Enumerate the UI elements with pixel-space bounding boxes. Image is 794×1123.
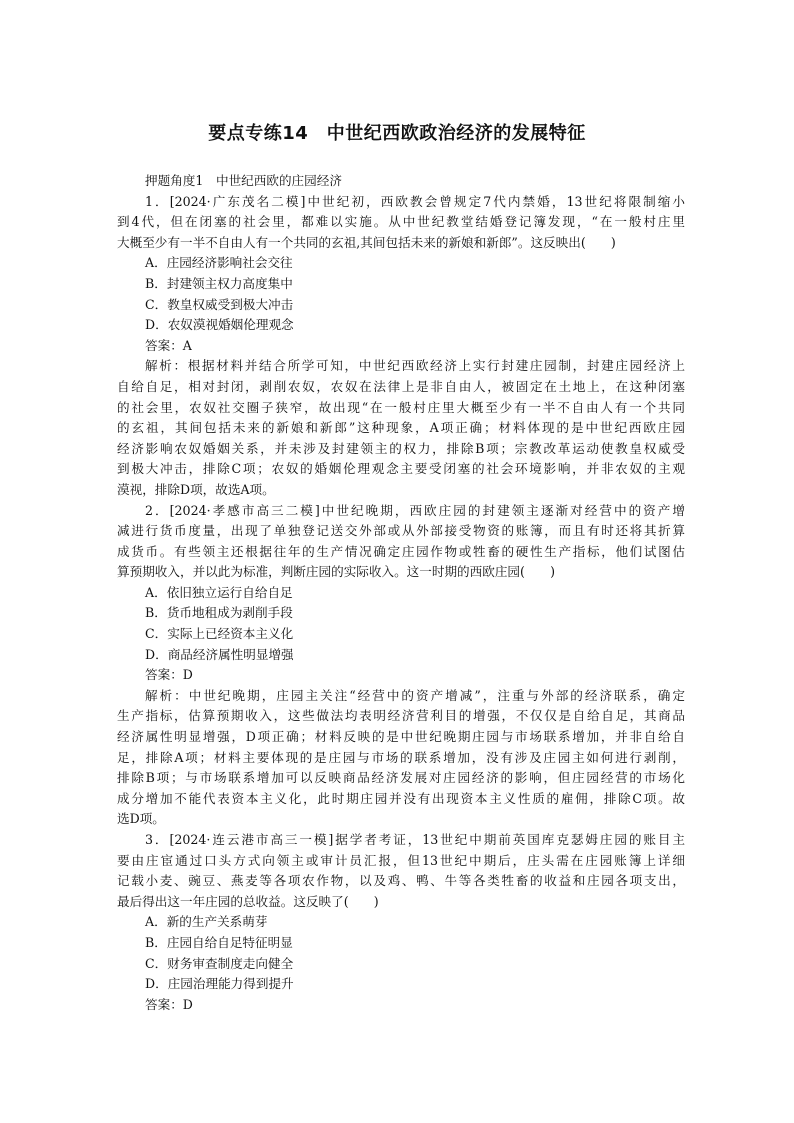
question-2	[117, 501, 685, 831]
analysis-line: 漠视，排除D项，故选A项。	[117, 481, 275, 497]
option-d: D．农奴漠视婚姻伦理观念	[145, 317, 294, 333]
analysis-line: 足，排除A项；材料主要体现的是庄园与市场的联系增加，没有涉及庄园主如何进行剥削，	[117, 749, 685, 765]
analysis-line: 排除B项；与市场联系增加可以反映商品经济发展对庄园经济的影响，但庄园经营的市场化	[117, 770, 685, 786]
analysis-line: 选D项。	[117, 811, 165, 827]
analysis-line: 的社会里，农奴社交圈子狭窄，故出现“在一般村庄里大概至少有一半不自由人有一个共同	[117, 399, 685, 415]
question-1	[117, 192, 685, 501]
option-a: A．新的生产关系萌芽	[145, 914, 268, 930]
answer: 答案：A	[145, 337, 192, 353]
option-c: C．教皇权威受到极大冲击	[145, 296, 294, 312]
analysis-line: 生产指标，估算预期收入，这些做法均表明经济营利目的增强，不仅仅是自给自足，其商品	[117, 708, 685, 724]
analysis-line: 经济属性明显增强，D项正确；材料反映的是中世纪晚期庄园与市场联系增加，并非自给自	[117, 729, 685, 745]
answer: 答案：D	[145, 996, 193, 1012]
question-stem-line: 大概至少有一半不自由人有一个共同的玄祖,其间包括未来的新娘和新郎”。这反映出( )	[117, 234, 616, 250]
question-stem-line: 算预期收入，并以此为标准，判断庄园的实际收入。这一时期的西欧庄园( )	[117, 564, 556, 580]
analysis-line: 自给自足，相对封闭，剥削农奴，农奴在法律上是非自由人，被固定在土地上，在这种闭塞	[117, 378, 685, 394]
option-a: A．庄园经济影响社会交往	[145, 255, 293, 271]
option-d: D．商品经济属性明显增强	[145, 646, 294, 662]
question-stem-line: 记载小麦、豌豆、燕麦等各项农作物，以及鸡、鸭、牛等各类牲畜的收益和庄园各项支出，	[117, 873, 685, 889]
document-body	[117, 171, 685, 1015]
question-stem-line: 最后得出这一年庄园的总收益。这反映了( )	[117, 893, 379, 909]
question-stem-line: 1．[2024·广东茂名二模]中世纪初，西欧教会曾规定7代内禁婚，13世纪将限制缩小	[145, 193, 685, 209]
question-stem-line: 2．[2024·孝感市高三二模]中世纪晚期，西欧庄园的封建领主逐渐对经营中的资产增	[145, 502, 685, 518]
page-title: 要点专练14 中世纪西欧政治经济的发展特征	[208, 123, 586, 144]
option-d: D．庄园治理能力得到提升	[145, 976, 294, 992]
section-heading: 押题角度1 中世纪西欧的庄园经济	[145, 173, 342, 188]
option-a: A．依旧独立运行自给自足	[145, 584, 293, 600]
option-b: B．货币地租成为剥削手段	[145, 605, 293, 621]
question-stem-line: 要由庄宦通过口头方式向领主或审计员汇报，但13世纪中期后，庄头需在庄园账簿上详细	[117, 852, 685, 868]
analysis-line: 解析：中世纪晚期，庄园主关注“经营中的资产增减”，注重与外部的经济联系，确定	[145, 687, 685, 703]
option-b: B．庄园自给自足特征明显	[145, 934, 293, 950]
option-c: C．实际上已经资本主义化	[145, 626, 294, 642]
analysis-line: 的玄祖，其间包括未来的新娘和新郎”这种现象，A项正确；材料体现的是中世纪西欧庄园	[117, 420, 685, 436]
question-stem-line: 减进行货币度量，出现了单独登记送交外部或从外部接受物资的账簿，而且有时还将其折算	[117, 523, 685, 539]
question-stem-line: 成货币。有些领主还根据往年的生产情况确定庄园作物或牲畜的硬性生产指标，他们试图估	[117, 543, 685, 559]
answer: 答案：D	[145, 667, 193, 683]
question-stem-line: 3．[2024·连云港市高三一模]据学者考证，13世纪中期前英国库克瑟姆庄园的账目主	[145, 832, 685, 847]
analysis-line: 经济影响农奴婚姻关系，并未涉及封建领主的权力，排除B项；宗教改革运动使教皇权威受	[117, 440, 685, 456]
question-3	[117, 830, 685, 1015]
analysis-line: 成分增加不能代表资本主义化，此时期庄园并没有出现资本主义性质的雇佣，排除C项。故	[117, 790, 685, 806]
option-c: C．财务审查制度走向健全	[145, 955, 294, 971]
question-stem-line: 到4代，但在闭塞的社会里，都难以实施。从中世纪教堂结婚登记簿发现，“在一般村庄里	[117, 214, 685, 230]
analysis-line: 到极大冲击，排除C项；农奴的婚姻伦理观念主要受闭塞的社会环境影响，并非农奴的主观	[117, 461, 685, 477]
analysis-line: 解析：根据材料并结合所学可知，中世纪西欧经济上实行封建庄园制，封建庄园经济上	[145, 358, 685, 374]
option-b: B．封建领主权力高度集中	[145, 275, 293, 291]
